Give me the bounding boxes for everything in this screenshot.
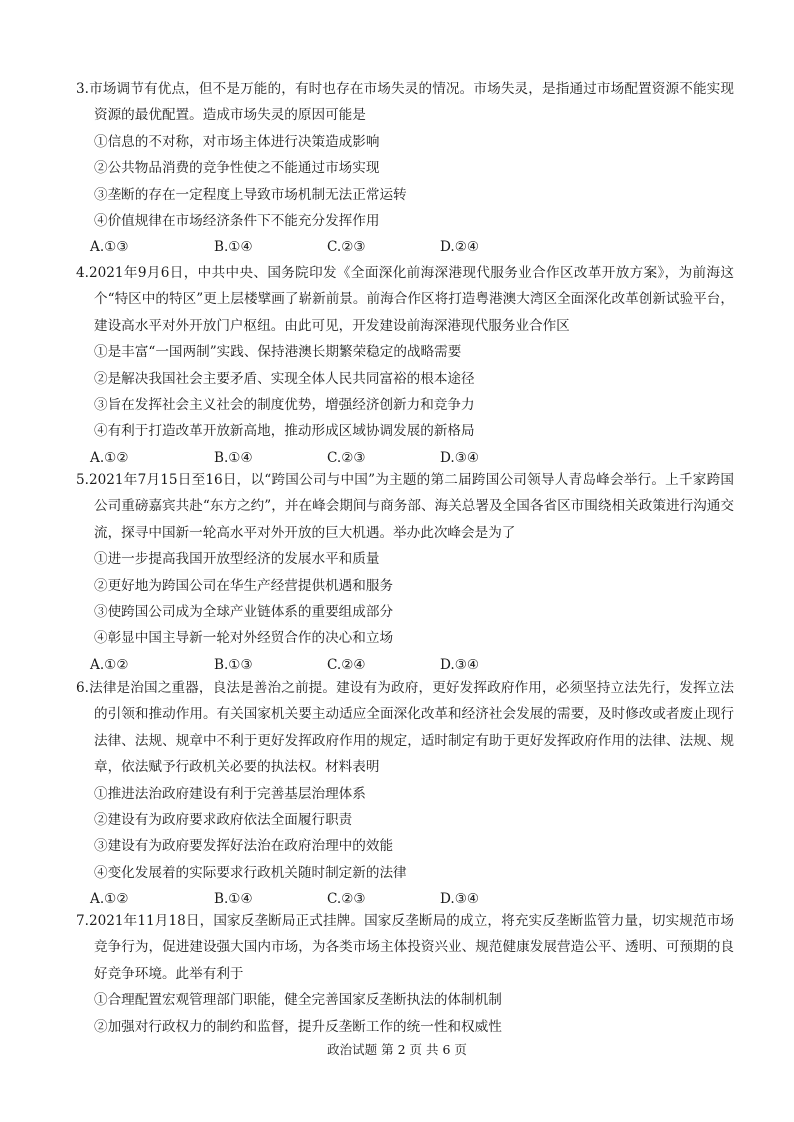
option-1: ①合理配置宏观管理部门职能，健全完善国家反垄断执法的体制机制 [94, 992, 502, 1009]
option-3: ③旨在发挥社会主义社会的制度优势，增强经济创新力和竞争力 [94, 397, 475, 413]
option-2: ②公共物品消费的竞争性使之不能通过市场实现 [94, 160, 380, 177]
choice-b: B.①④ [214, 239, 253, 256]
option-1: ①推进法治政府建设有利于完善基层治理体系 [94, 785, 366, 802]
option-2: ②建设有为政府要求政府依法全面履行职责 [94, 812, 353, 829]
option-4: ④有利于打造改革开放新高地，推动形成区域协调发展的新格局 [94, 423, 475, 440]
option-3: ③垄断的存在一定程度上导致市场机制无法正常运转 [94, 186, 407, 203]
option-4: ④变化发展着的实际要求行政机关随时制定新的法律 [94, 864, 407, 881]
choice-d: D.②④ [440, 239, 480, 256]
choice-d: D.③④ [440, 891, 480, 908]
choice-c: C.②④ [327, 656, 366, 673]
option-4: ④彰显中国主导新一轮对外经贸合作的决心和立场 [94, 630, 394, 647]
question-stem: 5.2021年7月15日至16日，以“跨国公司与中国”为主题的第二届跨国公司领导人青岛峰会举行。上千家跨国公司重磅嘉宾共赴“东方之约”，并在峰会期间与商务部、海关总署及全国各省区市围绕相关政策进行沟通交流，探寻中国新一轮高水平对外开放的巨大机遇。举办此次峰会是为了 [76, 472, 734, 541]
choice-c: C.②③ [327, 891, 366, 908]
option-3: ③使跨国公司成为全球产业链体系的重要组成部分 [94, 604, 394, 620]
option-3: ③建设有为政府要发挥好法治在政府治理中的效能 [94, 838, 394, 855]
option-2: ②加强对行政权力的制约和监督，提升反垄断工作的统一性和权威性 [94, 1018, 502, 1035]
option-1: ①信息的不对称，对市场主体进行决策造成影响 [94, 133, 380, 150]
question-6 [0, 675, 794, 913]
choice-c: C.②③ [327, 449, 366, 466]
option-2: ②是解决我国社会主要矛盾、实现全体人民共同富裕的根本途径 [94, 370, 475, 387]
question-7 [0, 908, 794, 1040]
choice-d: D.③④ [440, 656, 480, 673]
option-1: ①是丰富“一国两制”实践、保持港澳长期繁荣稳定的战略需要 [94, 344, 462, 361]
question-stem: 4.2021年9月6日，中共中央、国务院印发《全面深化前海深港现代服务业合作区改革开放方案》，为前海这个“特区中的特区”更上层楼擘画了崭新前景。前海合作区将打造粤港澳大湾区全面深化改革创新试验平台，建设高水平对外开放门户枢纽。由此可见，开发建设前海深港现代服务业合作区 [76, 265, 734, 334]
question-stem: 7.2021年11月18日，国家反垄断局正式挂牌。国家反垄断局的成立，将充实反垄断监管力量，切实规范市场竞争行为，促进建设强大国内市场，为各类市场主体投资兴业、规范健康发展营造公平、透明、可预期的良好竞争环境。此举有利于 [76, 913, 734, 982]
question-3 [0, 76, 794, 261]
page-footer: 政治试题 第 2 页 共 6 页 [327, 1042, 467, 1057]
option-2: ②更好地为跨国公司在华生产经营提供机遇和服务 [94, 577, 394, 594]
choice-d: D.③④ [440, 449, 480, 466]
choice-b: B.①③ [214, 656, 253, 673]
choice-c: C.②③ [327, 239, 366, 256]
question-4 [0, 260, 794, 471]
question-stem: 3.市场调节有优点，但不是万能的，有时也存在市场失灵的情况。市场失灵，是指通过市场配置资源不能实现资源的最优配置。造成市场失灵的原因可能是 [76, 81, 734, 124]
choice-a: A.①③ [90, 239, 129, 256]
option-4: ④价值规律在市场经济条件下不能充分发挥作用 [94, 212, 380, 229]
question-5 [0, 467, 794, 678]
choice-b: B.①④ [214, 891, 253, 908]
choice-a: A.①② [90, 449, 129, 466]
answer-choices [0, 234, 794, 260]
choice-a: A.①② [90, 891, 129, 908]
choice-a: A.①② [90, 656, 129, 673]
choice-b: B.①④ [214, 449, 253, 466]
option-1: ①进一步提高我国开放型经济的发展水平和质量 [94, 551, 380, 568]
question-stem: 6.法律是治国之重器，良法是善治之前提。建设有为政府，更好发挥政府作用，必须坚持立法先行，发挥立法的引领和推动作用。有关国家机关要主动适应全面深化改革和经济社会发展的需要，及时修改或者废止现行法律、法规、规章中不利于更好发挥政府作用的规定，适时制定有助于更好发挥政府作用的法律、法规、规章，依法赋予行政机关必要的执法权。材料表明 [76, 680, 734, 776]
